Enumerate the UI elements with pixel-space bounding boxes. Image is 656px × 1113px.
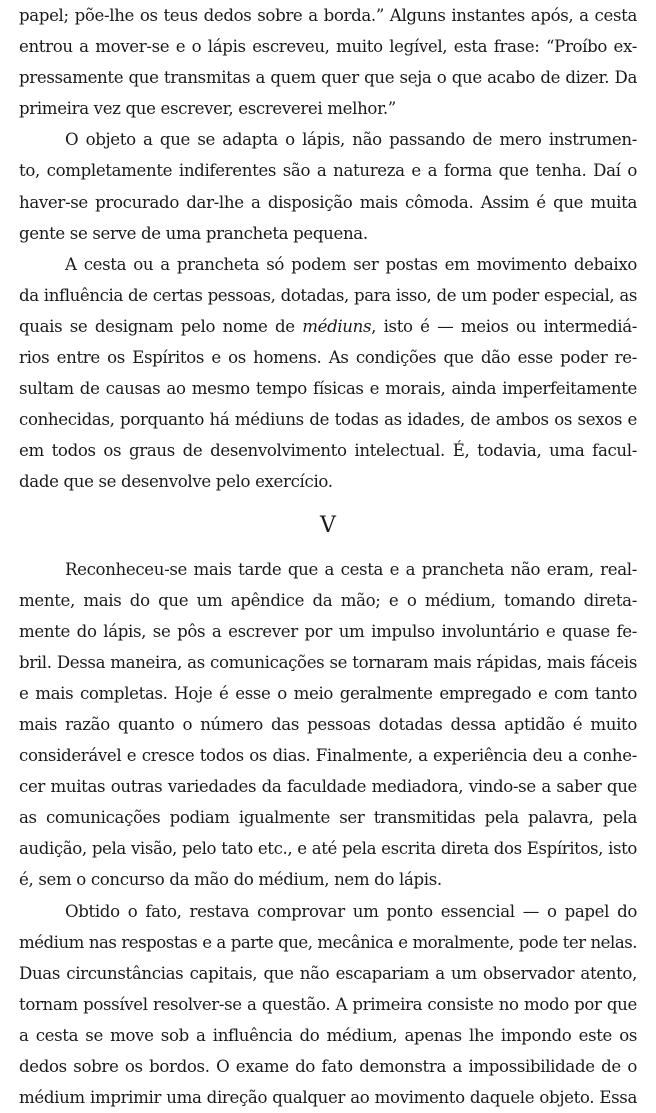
text-line: Duas circunstâncias capitais, que não escapariam a um observador atento, bbox=[19, 963, 637, 983]
text-line: entrou a mover-se e o lápis escreveu, muito legível, esta frase: “Proíbo ex- bbox=[19, 37, 637, 57]
text-line: quais se designam pelo nome de médiuns, isto é — meios ou intermediá- bbox=[19, 316, 637, 336]
section-heading: V bbox=[320, 512, 336, 538]
text-line: dade que se desenvolve pelo exercício. bbox=[19, 472, 333, 492]
text-line: considerável e cresce todos os dias. Finalmente, a experiência deu a conhe- bbox=[19, 746, 637, 766]
text-line: bril. Dessa maneira, as comunicações se tornaram mais rápidas, mais fáceis bbox=[19, 652, 637, 672]
italic-term: médiuns bbox=[302, 316, 372, 336]
paragraph bbox=[19, 124, 637, 248]
text-line: dedos sobre os bordos. O exame do fato demonstra a impossibilidade de o bbox=[19, 1057, 637, 1076]
text-line: papel; põe-lhe os teus dedos sobre a borda.” Alguns instantes após, a cesta bbox=[19, 6, 637, 25]
text-line: mente do lápis, se pôs a escrever por um impulso involuntário e quase fe- bbox=[19, 621, 637, 641]
text-line: A cesta ou a prancheta só podem ser postas em movimento debaixo bbox=[65, 254, 637, 274]
text-line: mente, mais do que um apêndice da mão; e o médium, tomando direta- bbox=[19, 590, 637, 610]
paragraph bbox=[19, 896, 637, 1113]
paragraph bbox=[19, 249, 637, 498]
text-line: haver-se procurado dar-lhe a disposição mais cômoda. Assim é que muita bbox=[19, 192, 637, 212]
text-line: Obtido o fato, restava comprovar um ponto essencial — o papel do bbox=[65, 901, 637, 921]
paragraph bbox=[19, 0, 637, 124]
text-line: audição, pela visão, pelo tato etc., e até pela escrita direta dos Espíritos, isto bbox=[19, 839, 637, 859]
text-line: mais razão quanto o número das pessoas dotadas dessa aptidão é muito bbox=[19, 714, 637, 734]
text-line: gente se serve de uma prancheta pequena. bbox=[19, 223, 368, 243]
text-line: rios entre os Espíritos e os homens. As condições que dão esse poder re- bbox=[19, 348, 637, 368]
paragraph bbox=[19, 554, 637, 896]
text-line: em todos os graus de desenvolvimento intelectual. É, todavia, uma facul- bbox=[19, 441, 637, 461]
text-line: cer muitas outras variedades da faculdade mediadora, vindo-se a saber que bbox=[19, 777, 637, 797]
text-line: O objeto a que se adapta o lápis, não passando de mero instrumen- bbox=[65, 130, 637, 150]
text-line: médium nas respostas e a parte que, mecânica e moralmente, pode ter nelas. bbox=[19, 932, 637, 952]
text-line: pressamente que transmitas a quem quer que seja o que acabo de dizer. Da bbox=[19, 68, 637, 88]
text-line: conhecidas, porquanto há médiuns de todas as idades, de ambos os sexos e bbox=[19, 410, 637, 430]
text-line: Reconheceu-se mais tarde que a cesta e a prancheta não eram, real- bbox=[65, 559, 637, 579]
text-line: sultam de causas ao mesmo tempo físicas e morais, ainda imperfeitamente bbox=[19, 379, 637, 399]
text-line: da influência de certas pessoas, dotadas, para isso, de um poder especial, as bbox=[19, 285, 637, 305]
text-line: é, sem o concurso da mão do médium, nem do lápis. bbox=[19, 870, 442, 890]
text-line: tornam possível resolver-se a questão. A primeira consiste no modo por que bbox=[19, 994, 637, 1014]
text-line: to, completamente indiferentes são a natureza e a forma que tenha. Daí o bbox=[19, 161, 637, 181]
book-page bbox=[19, 0, 637, 1113]
text-line: médium imprimir uma direção qualquer ao movimento daquele objeto. Essa bbox=[19, 1088, 637, 1108]
text-line: as comunicações podiam igualmente ser transmitidas pela palavra, pela bbox=[19, 808, 637, 828]
text-line: primeira vez que escrever, escreverei melhor.” bbox=[19, 99, 396, 119]
text-line: a cesta se move sob a influência do médium, apenas lhe impondo este os bbox=[19, 1025, 637, 1045]
text-line: e mais completas. Hoje é esse o meio geralmente empregado e com tanto bbox=[19, 683, 637, 703]
